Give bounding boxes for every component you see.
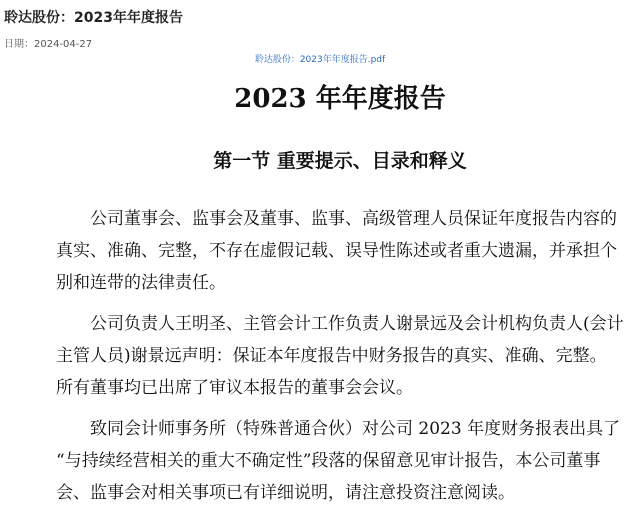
paragraph-line: “与持续经营相关的重大不确定性”段落的保留意见审计报告，本公司董事 xyxy=(56,451,601,471)
paragraph-line: 别和连带的法律责任。 xyxy=(56,273,226,293)
paragraph-line: 会、监事会对相关事项已有详细说明，请注意投资注意阅读。 xyxy=(56,483,515,503)
document-heading: 2023 年年度报告 xyxy=(234,84,446,114)
paragraph-line: 公司董事会、监事会及董事、监事、高级管理人员保证年度报告内容的 xyxy=(90,209,617,229)
paragraph-line: 公司负责人王明圣、主管会计工作负责人谢景远及会计机构负责人(会计 xyxy=(90,314,624,334)
section-heading: 第一节 重要提示、目录和释义 xyxy=(213,150,467,172)
publish-date: 日期：2024-04-27 xyxy=(4,39,93,50)
paragraph-line: 主管人员)谢景远声明：保证本年度报告中财务报告的真实、准确、完整。 xyxy=(56,346,607,366)
paragraph-line: 致同会计师事务所（特殊普通合伙）对公司 2023 年度财务报表出具了 xyxy=(90,419,621,439)
page-title: 聆达股份：2023年年度报告 xyxy=(4,10,183,26)
pdf-download-link[interactable]: 聆达股份：2023年年度报告.pdf xyxy=(254,55,386,65)
paragraph-line: 所有董事均已出席了审议本报告的董事会会议。 xyxy=(56,378,413,398)
paragraph-line: 真实、准确、完整，不存在虚假记载、误导性陈述或者重大遗漏，并承担个 xyxy=(56,241,617,261)
